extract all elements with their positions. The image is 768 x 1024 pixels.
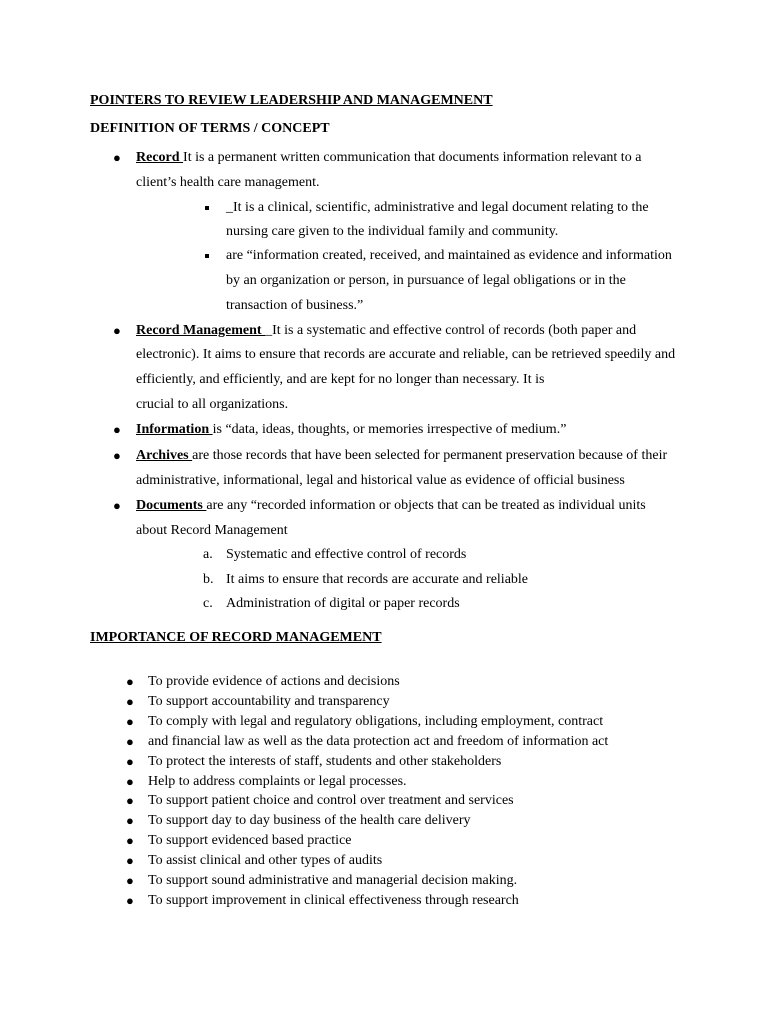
bullet-icon: ● — [126, 674, 134, 689]
bullet-icon: ● — [126, 853, 134, 868]
documents-definition — [136, 498, 646, 514]
record-management-term: Record Management — [136, 323, 266, 338]
record-management-line-1: _It is a systematic and effective control of records (both paper and — [265, 323, 637, 338]
list-item: To support patient choice and control over treatment and services — [148, 793, 514, 808]
bullet-icon: ● — [113, 498, 121, 513]
list-item: Help to address complaints or legal processes. — [148, 774, 407, 789]
record-sub2-line-2: by an organization or person, in pursuance of legal obligations or in the — [226, 273, 626, 288]
bullet-icon: ● — [126, 714, 134, 729]
list-item: To support accountability and transparency — [148, 694, 390, 709]
bullet-icon: ● — [126, 893, 134, 908]
documents-line-2: about Record Management — [136, 523, 288, 538]
record-sub1-line-1: _It is a clinical, scientific, administrative and legal document relating to the — [226, 200, 649, 215]
record-management-line-4: crucial to all organizations. — [136, 397, 289, 412]
list-item: To support evidenced based practice — [148, 833, 352, 848]
information-definition — [136, 422, 566, 438]
list-marker: a. — [203, 547, 213, 562]
list-item: To support day to day business of the health care delivery — [148, 813, 471, 828]
record-term: Record — [136, 150, 184, 165]
bullet-icon: ● — [113, 150, 121, 165]
information-term: Information — [136, 422, 213, 437]
record-sub2-line-1: are “information created, received, and maintained as evidence and information — [226, 248, 672, 263]
list-item: To comply with legal and regulatory obligations, including employment, contract — [148, 714, 604, 729]
bullet-icon: ● — [113, 422, 121, 437]
record-management-definition — [136, 323, 636, 339]
list-item: Systematic and effective control of records — [226, 547, 467, 562]
bullet-icon: ● — [126, 813, 134, 828]
bullet-icon: ● — [126, 873, 134, 888]
record-sub2-line-3: transaction of business.” — [226, 298, 364, 313]
list-item: and financial law as well as the data protection act and freedom of information act — [148, 734, 609, 749]
archives-definition — [136, 448, 667, 464]
bullet-icon: ● — [113, 448, 121, 463]
bullet-icon: ● — [126, 754, 134, 769]
bullet-icon: ● — [126, 774, 134, 789]
list-item: To support improvement in clinical effectiveness through research — [148, 893, 519, 908]
list-item: To provide evidence of actions and decisions — [148, 674, 400, 689]
square-bullet-icon — [205, 206, 209, 210]
archives-term: Archives — [136, 448, 193, 463]
archives-line-1: are those records that have been selected for permanent preservation because of their — [192, 448, 668, 463]
definitions-heading: DEFINITION OF TERMS / CONCEPT — [90, 121, 330, 136]
record-management-line-3: efficiently, and efficiently, and are kept for no longer than necessary. It is — [136, 372, 545, 387]
list-item: Administration of digital or paper records — [226, 596, 460, 611]
archives-line-2: administrative, informational, legal and historical value as evidence of official business — [136, 473, 625, 488]
record-sub1-line-2: nursing care given to the individual family and community. — [226, 224, 559, 239]
bullet-icon: ● — [126, 833, 134, 848]
bullet-icon: ● — [126, 793, 134, 808]
record-line-2: client’s health care management. — [136, 175, 320, 190]
bullet-icon: ● — [113, 323, 121, 338]
bullet-icon: ● — [126, 694, 134, 709]
square-bullet-icon — [205, 254, 209, 258]
documents-term: Documents — [136, 498, 207, 513]
list-marker: b. — [203, 572, 214, 587]
document-title: POINTERS TO REVIEW LEADERSHIP AND MANAGEMNENT — [90, 93, 493, 108]
record-line-1: It is a permanent written communication that documents information relevant to a — [183, 150, 642, 165]
information-line-1: is “data, ideas, thoughts, or memories irrespective of medium.” — [212, 422, 567, 437]
list-item: To support sound administrative and managerial decision making. — [148, 873, 518, 888]
record-definition — [136, 150, 641, 166]
list-marker: c. — [203, 596, 213, 611]
list-item: It aims to ensure that records are accurate and reliable — [226, 572, 529, 587]
bullet-icon: ● — [126, 734, 134, 749]
list-item: To assist clinical and other types of audits — [148, 853, 383, 868]
documents-line-1: are any “recorded information or objects that can be treated as individual units — [206, 498, 646, 513]
record-management-line-2: electronic). It aims to ensure that records are accurate and reliable, can be retrieved speedily and — [136, 347, 676, 362]
importance-heading: IMPORTANCE OF RECORD MANAGEMENT — [90, 630, 382, 645]
list-item: To protect the interests of staff, students and other stakeholders — [148, 754, 502, 769]
